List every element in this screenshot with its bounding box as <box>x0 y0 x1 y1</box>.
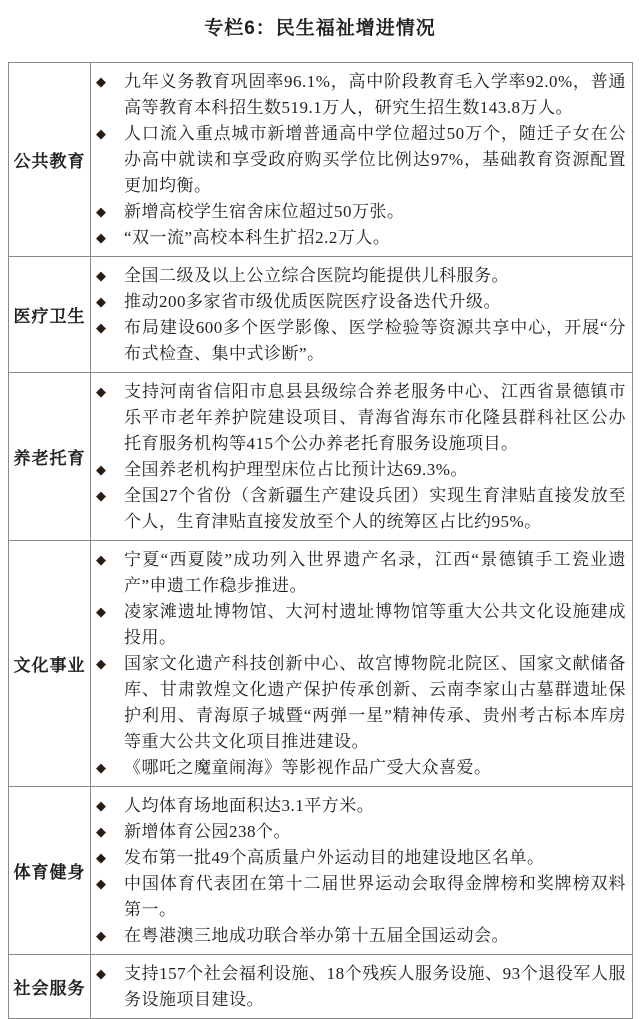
section-content-cultural-affairs <box>91 541 632 786</box>
section-label-elderly-childcare: 养老托育 <box>9 373 91 540</box>
bullet-text: 中国体育代表团在第十二届世界运动会取得金牌榜和奖牌榜双料第一。 <box>124 874 626 919</box>
table-row-elderly-childcare <box>9 373 632 541</box>
bullet-text: 宁夏“西夏陵”成功列入世界遗产名录，江西“景德镇手工瓷业遗产”申遗工作稳步推进。 <box>124 550 626 595</box>
diamond-bullet-icon: ◆ <box>96 876 106 891</box>
diamond-bullet-icon: ◆ <box>96 384 106 399</box>
diamond-bullet-icon: ◆ <box>96 462 106 477</box>
section-content-sports-fitness <box>91 787 632 954</box>
section-label-social-services: 社会服务 <box>9 955 91 1018</box>
diamond-bullet-icon: ◆ <box>96 126 106 141</box>
list-item <box>91 651 626 755</box>
diamond-bullet-icon: ◆ <box>96 928 106 943</box>
list-item <box>91 225 626 251</box>
list-item <box>91 961 626 1013</box>
diamond-bullet-icon: ◆ <box>96 552 106 567</box>
diamond-bullet-icon: ◆ <box>96 204 106 219</box>
bullet-text: 《哪吒之魔童闹海》等影视作品广受大众喜爱。 <box>124 758 492 777</box>
list-item <box>91 793 626 819</box>
bullet-text: 九年义务教育巩固率96.1%，高中阶段教育毛入学率92.0%，普通高等教育本科招生数519.1万人，研究生招生数143.8万人。 <box>124 72 626 117</box>
list-item <box>91 547 626 599</box>
section-content-public-education <box>91 63 632 256</box>
diamond-bullet-icon: ◆ <box>96 850 106 865</box>
table-row-public-education <box>9 63 632 257</box>
bullet-text: 推动200多家省市级优质医院医疗设备迭代升级。 <box>124 292 501 311</box>
list-item <box>91 599 626 651</box>
diamond-bullet-icon: ◆ <box>96 656 106 671</box>
table-row-sports-fitness <box>9 787 632 955</box>
list-item <box>91 819 626 845</box>
section-content-elderly-childcare <box>91 373 632 540</box>
diamond-bullet-icon: ◆ <box>96 760 106 775</box>
bullet-text: 支持河南省信阳市息县县级综合养老服务中心、江西省景德镇市乐平市老年养护院建设项目、青海省海东市化隆县群科社区公办托育服务机构等415个公办养老托育服务设施项目。 <box>124 382 626 453</box>
bullet-text: 全国养老机构护理型床位占比预计达69.3%。 <box>124 460 468 479</box>
bullet-text: “双一流”高校本科生扩招2.2万人。 <box>124 228 391 247</box>
diamond-bullet-icon: ◆ <box>96 320 106 335</box>
table-row-healthcare <box>9 257 632 373</box>
list-item <box>91 871 626 923</box>
list-item <box>91 69 626 121</box>
list-item <box>91 121 626 199</box>
list-item <box>91 199 626 225</box>
bullet-text: 新增高校学生宿舍床位超过50万张。 <box>124 202 405 221</box>
diamond-bullet-icon: ◆ <box>96 268 106 283</box>
bullet-text: 全国二级及以上公立综合医院均能提供儿科服务。 <box>124 266 509 285</box>
diamond-bullet-icon: ◆ <box>96 824 106 839</box>
bullet-text: 支持157个社会福利设施、18个残疾人服务设施、93个退役军人服务设施项目建设。 <box>124 964 626 1009</box>
list-item <box>91 845 626 871</box>
list-item <box>91 289 626 315</box>
section-content-social-services <box>91 955 632 1018</box>
bullet-text: 在粤港澳三地成功联合举办第十五届全国运动会。 <box>124 926 509 945</box>
diamond-bullet-icon: ◆ <box>96 230 106 245</box>
list-item <box>91 379 626 457</box>
section-label-public-education: 公共教育 <box>9 63 91 256</box>
bullet-text: 发布第一批49个高质量户外运动目的地建设地区名单。 <box>124 848 545 867</box>
diamond-bullet-icon: ◆ <box>96 294 106 309</box>
list-item <box>91 457 626 483</box>
list-item <box>91 755 626 781</box>
bullet-text: 人均体育场地面积达3.1平方米。 <box>124 796 375 815</box>
diamond-bullet-icon: ◆ <box>96 798 106 813</box>
section-label-sports-fitness: 体育健身 <box>9 787 91 954</box>
bullet-text: 全国27个省份（含新疆生产建设兵团）实现生育津贴直接发放至个人，生育津贴直接发放至个人的统筹区占比约95%。 <box>124 486 626 531</box>
table-row-cultural-affairs <box>9 541 632 787</box>
bullet-text: 国家文化遗产科技创新中心、故宫博物院北院区、国家文献储备库、甘肃敦煌文化遗产保护传承创新、云南李家山古墓群遗址保护利用、青海原子城暨“两弹一星”精神传承、贵州考古标本库房等重大公共文化项目推进建设。 <box>124 654 626 751</box>
section-label-healthcare: 医疗卫生 <box>9 257 91 372</box>
section-label-cultural-affairs: 文化事业 <box>9 541 91 786</box>
list-item <box>91 483 626 535</box>
section-content-healthcare <box>91 257 632 372</box>
table-row-social-services <box>9 955 632 1018</box>
list-item <box>91 315 626 367</box>
diamond-bullet-icon: ◆ <box>96 966 106 981</box>
diamond-bullet-icon: ◆ <box>96 488 106 503</box>
diamond-bullet-icon: ◆ <box>96 74 106 89</box>
list-item <box>91 923 626 949</box>
bullet-text: 凌家滩遗址博物馆、大河村遗址博物馆等重大公共文化设施建成投用。 <box>124 602 626 647</box>
bullet-text: 新增体育公园238个。 <box>124 822 291 841</box>
bullet-text: 布局建设600多个医学影像、医学检验等资源共享中心，开展“分布式检查、集中式诊断”。 <box>124 318 626 363</box>
bullet-text: 人口流入重点城市新增普通高中学位超过50万个，随迁子女在公办高中就读和享受政府购买学位比例达97%，基础教育资源配置更加均衡。 <box>124 124 626 195</box>
livelihood-table <box>8 62 633 1019</box>
list-item <box>91 263 626 289</box>
page-title: 专栏6：民生福祉增进情况 <box>204 18 436 39</box>
diamond-bullet-icon: ◆ <box>96 604 106 619</box>
